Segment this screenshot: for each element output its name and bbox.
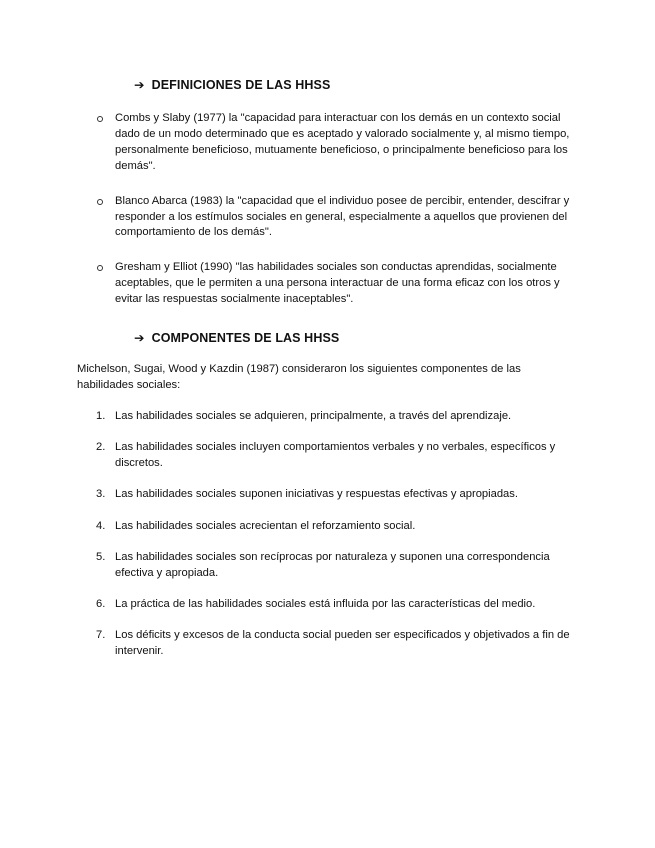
list-item [96, 409, 586, 425]
components-list [96, 409, 586, 675]
item-number: 3. [96, 488, 106, 501]
item-number: 6. [96, 597, 106, 610]
item-number: 1. [96, 410, 106, 422]
list-item [96, 111, 586, 175]
component-text: Las habilidades sociales acrecientan el reforzamiento social. [115, 519, 416, 532]
item-number: 7. [96, 629, 106, 642]
component-text: Las habilidades sociales incluyen comportamientos verbales y no verbales, específicos y discretos. [115, 441, 556, 470]
hollow-bullet-icon [97, 265, 103, 271]
list-item [96, 519, 586, 535]
definitions-title: DEFINICIONES DE LAS HHSS [151, 78, 331, 92]
item-number: 4. [96, 519, 106, 532]
component-text: Las habilidades sociales se adquieren, principalmente, a través del aprendizaje. [115, 410, 512, 422]
definition-text: Gresham y Elliot (1990) "las habilidades sociales son conductas aprendidas, socialmente aceptables, que le permiten a una persona interactuar de una forma eficaz con los otros y evitar las respuestas socialmente inaceptables". [115, 261, 560, 306]
list-item [96, 440, 586, 472]
list-item [96, 194, 586, 242]
arrow-right-icon: ➔ [134, 78, 145, 92]
definitions-heading [134, 77, 330, 92]
list-item [96, 487, 586, 503]
component-text: La práctica de las habilidades sociales está influida por las características del medio. [115, 597, 536, 610]
component-text: Los déficits y excesos de la conducta social pueden ser especificados y objetivados a fin de intervenir. [115, 629, 570, 657]
definitions-list [96, 111, 586, 327]
definition-text: Combs y Slaby (1977) la "capacidad para interactuar con los demás en un contexto social dado de un modo determinado que es aceptado y valorado socialmente y, al mismo tiempo, personalmente beneficioso, mutuamente beneficioso, o principalmente beneficioso para los demás". [115, 112, 570, 172]
component-text: Las habilidades sociales suponen iniciativas y respuestas efectivas y apropiadas. [115, 488, 518, 501]
hollow-bullet-icon [97, 199, 103, 205]
list-item [96, 260, 586, 308]
arrow-right-icon: ➔ [134, 331, 145, 345]
hollow-bullet-icon [97, 116, 103, 122]
components-title: COMPONENTES DE LAS HHSS [151, 331, 340, 345]
item-number: 2. [96, 441, 106, 454]
definition-text: Blanco Abarca (1983) la "capacidad que el individuo posee de percibir, entender, descifrar y responder a los estímulos sociales en general, especialmente a aquellos que provienen del comportamiento de los demás". [115, 194, 570, 239]
list-item [96, 628, 586, 660]
item-number: 5. [96, 550, 106, 563]
list-item [96, 597, 586, 613]
component-text: Las habilidades sociales son recíprocas por naturaleza y suponen una correspondencia efectiva y apropiada. [115, 550, 550, 579]
components-intro: Michelson, Sugai, Wood y Kazdin (1987) consideraron los siguientes componentes de las habilidades sociales: [77, 363, 521, 391]
list-item [96, 550, 586, 582]
components-heading [134, 330, 339, 345]
